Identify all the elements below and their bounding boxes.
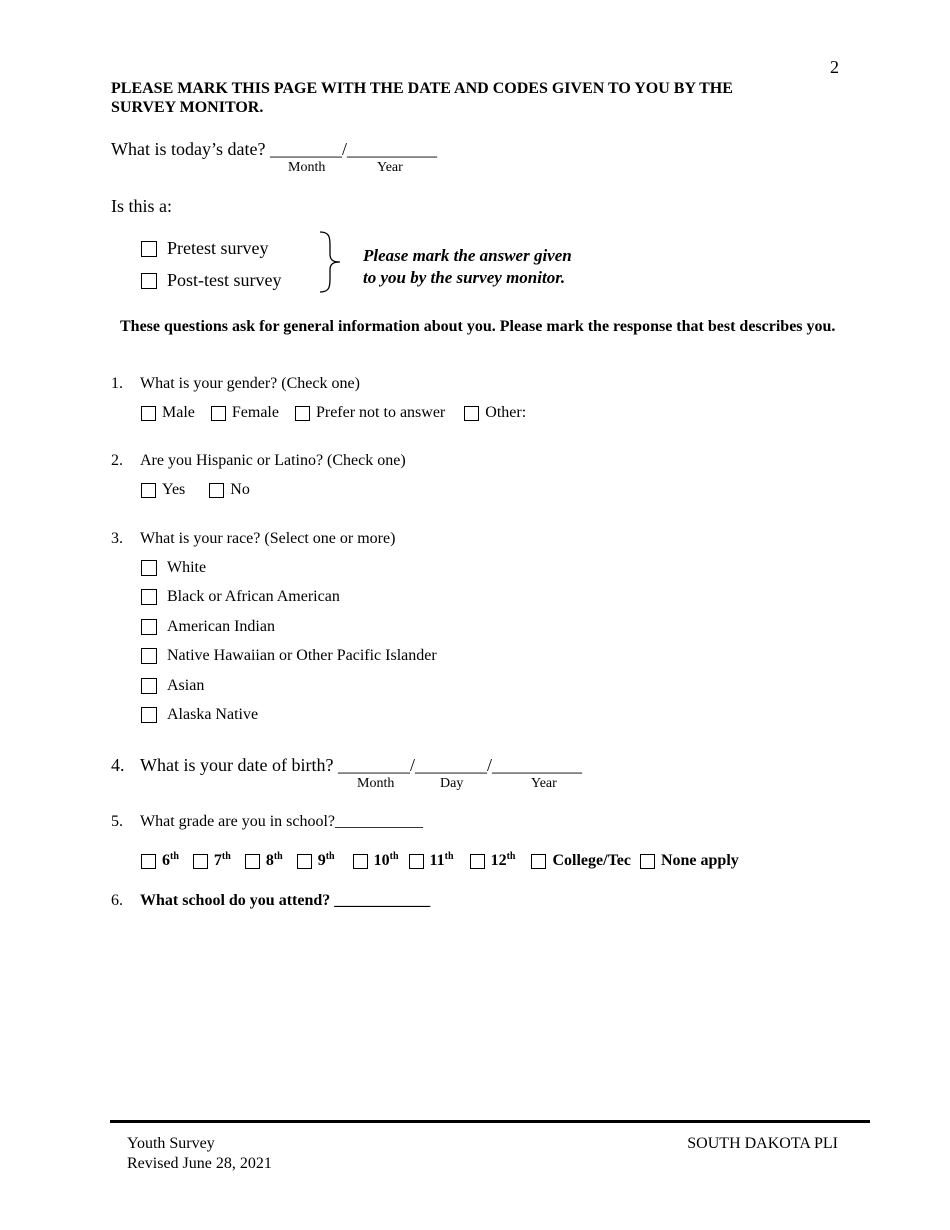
q1-option-male[interactable]	[141, 404, 195, 422]
grade-option-none[interactable]	[640, 852, 739, 870]
race-white-checkbox[interactable]	[141, 560, 157, 576]
race-option-alaska-native[interactable]	[141, 706, 258, 724]
grade-8-checkbox[interactable]	[245, 854, 260, 869]
grade-10-label: 10th	[373, 851, 399, 869]
q4-text: What is your date of birth?	[140, 755, 334, 775]
posttest-option[interactable]	[141, 270, 282, 291]
race-alaska-native-label: Alaska Native	[167, 706, 259, 723]
grade-option-11[interactable]	[409, 852, 454, 870]
race-native-hawaiian-label: Native Hawaiian or Other Pacific Islander	[167, 647, 437, 664]
q1-option-female[interactable]	[211, 404, 279, 422]
grade-option-8[interactable]	[245, 852, 283, 870]
header-instruction-line1: PLEASE MARK THIS PAGE WITH THE DATE AND CODES GIVEN TO YOU BY THE	[111, 80, 733, 97]
grade-none-label: None apply	[660, 852, 739, 869]
grade-9-checkbox[interactable]	[297, 854, 312, 869]
race-alaska-native-checkbox[interactable]	[141, 707, 157, 723]
race-american-indian-label: American Indian	[167, 618, 275, 635]
dob-blank[interactable]: ________/________/__________	[337, 755, 582, 775]
race-option-white[interactable]	[141, 559, 206, 577]
q2-option-no[interactable]	[209, 481, 250, 499]
race-black-checkbox[interactable]	[141, 589, 157, 605]
grade-option-9[interactable]	[297, 852, 335, 870]
pretest-label: Pretest survey	[167, 238, 269, 258]
q2-options	[141, 481, 250, 499]
race-option-american-indian[interactable]	[141, 618, 275, 636]
q4-number: 4.	[111, 755, 125, 775]
header-instruction-line2: SURVEY MONITOR.	[111, 99, 264, 116]
survey-type-note-line2: to you by the survey monitor.	[363, 268, 566, 287]
q3-number: 3.	[111, 530, 123, 547]
grade-10-checkbox[interactable]	[353, 854, 368, 869]
race-native-hawaiian-checkbox[interactable]	[141, 648, 157, 664]
pretest-option[interactable]	[141, 238, 268, 259]
date-year-label: Year	[377, 160, 403, 175]
q1-option-prefer-not[interactable]	[295, 404, 445, 422]
q2-option-yes[interactable]	[141, 481, 185, 499]
survey-type-label: Is this a:	[111, 196, 172, 216]
grade-college-checkbox[interactable]	[531, 854, 546, 869]
q1-options	[141, 404, 526, 422]
q1-number: 1.	[111, 375, 123, 392]
grade-none-checkbox[interactable]	[640, 854, 655, 869]
q1-option-other[interactable]	[464, 404, 526, 422]
female-label: Female	[231, 404, 279, 421]
q3-text: What is your race? (Select one or more)	[140, 530, 396, 547]
prefer-not-checkbox[interactable]	[295, 406, 310, 421]
q4-question	[140, 755, 582, 776]
q2-number: 2.	[111, 452, 123, 469]
date-question	[111, 139, 437, 160]
no-checkbox[interactable]	[209, 483, 224, 498]
grade-option-college[interactable]	[531, 852, 631, 870]
q5-text[interactable]: What grade are you in school?___________	[140, 813, 424, 830]
grade-option-6[interactable]	[141, 852, 179, 870]
footer-org: SOUTH DAKOTA PLI	[687, 1135, 838, 1152]
q5-number: 5.	[111, 813, 123, 830]
male-label: Male	[162, 404, 195, 421]
yes-label: Yes	[162, 481, 186, 498]
q2-text: Are you Hispanic or Latino? (Check one)	[140, 452, 406, 469]
grade-6-label: 6th	[162, 851, 179, 869]
grade-11-checkbox[interactable]	[409, 854, 424, 869]
page-number: 2	[830, 57, 839, 77]
race-asian-checkbox[interactable]	[141, 678, 157, 694]
survey-type-note-line1: Please mark the answer given	[363, 246, 572, 265]
grade-7-checkbox[interactable]	[193, 854, 208, 869]
date-question-label: What is today’s date?	[111, 139, 266, 159]
race-option-black[interactable]	[141, 588, 340, 606]
footer-rule	[110, 1120, 870, 1123]
footer-title: Youth Survey	[127, 1135, 215, 1152]
grade-9-label: 9th	[317, 851, 335, 869]
q6-text[interactable]: What school do you attend? ____________	[140, 892, 431, 909]
other-checkbox[interactable]	[464, 406, 479, 421]
race-white-label: White	[167, 559, 207, 576]
date-month-label: Month	[288, 160, 326, 175]
grade-12-checkbox[interactable]	[470, 854, 485, 869]
yes-checkbox[interactable]	[141, 483, 156, 498]
curly-brace-icon	[316, 230, 346, 294]
pretest-checkbox[interactable]	[141, 241, 157, 257]
dob-month-label: Month	[357, 776, 395, 791]
grade-8-label: 8th	[265, 851, 283, 869]
no-label: No	[230, 481, 250, 498]
grade-college-label: College/Tec	[552, 852, 631, 869]
date-blank[interactable]: ________/__________	[269, 139, 437, 159]
male-checkbox[interactable]	[141, 406, 156, 421]
posttest-label: Post-test survey	[167, 270, 282, 290]
q6-number: 6.	[111, 892, 123, 909]
race-option-asian[interactable]	[141, 677, 204, 695]
posttest-checkbox[interactable]	[141, 273, 157, 289]
female-checkbox[interactable]	[211, 406, 226, 421]
other-label: Other:	[485, 404, 527, 421]
grade-6-checkbox[interactable]	[141, 854, 156, 869]
grade-options	[141, 852, 739, 870]
race-asian-label: Asian	[167, 677, 205, 694]
race-black-label: Black or African American	[167, 588, 340, 605]
dob-day-label: Day	[440, 776, 464, 791]
grade-option-12[interactable]	[470, 852, 516, 870]
prefer-not-label: Prefer not to answer	[315, 404, 446, 421]
grade-11-label: 11th	[429, 851, 454, 869]
footer-revised: Revised June 28, 2021	[127, 1155, 272, 1172]
intro-text: These questions ask for general information about you. Please mark the response that best describes you.	[120, 318, 836, 335]
grade-option-7[interactable]	[193, 852, 231, 870]
dob-year-label: Year	[531, 776, 557, 791]
grade-option-10[interactable]	[353, 852, 399, 870]
grade-7-label: 7th	[213, 851, 231, 869]
q1-text: What is your gender? (Check one)	[140, 375, 360, 392]
race-option-native-hawaiian[interactable]	[141, 647, 437, 665]
race-american-indian-checkbox[interactable]	[141, 619, 157, 635]
grade-12-label: 12th	[490, 851, 516, 869]
